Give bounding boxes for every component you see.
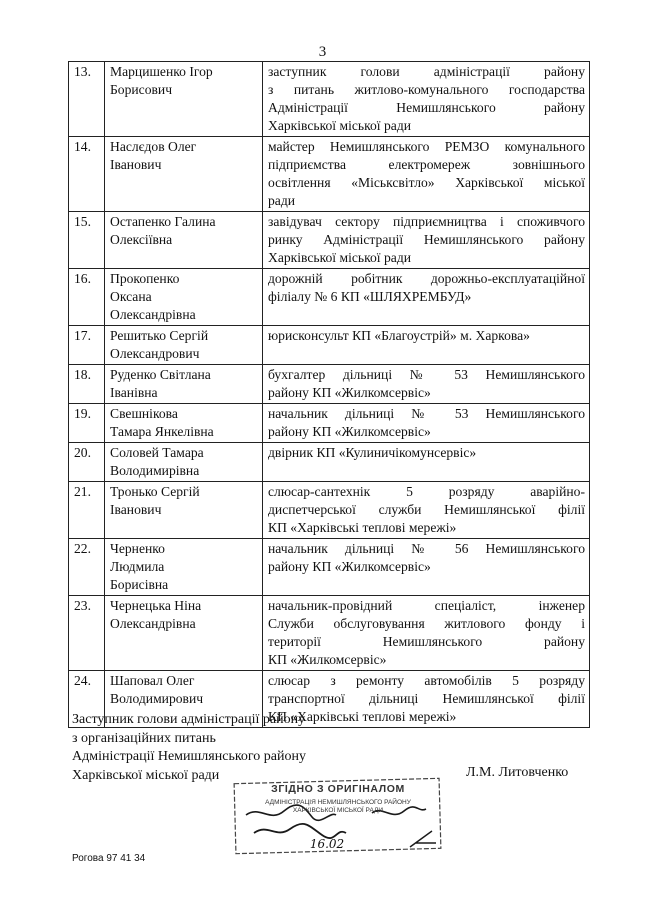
position-line: слюсар з ремонту автомобілів 5 розряду bbox=[268, 673, 585, 688]
signature-line: з організаційних питань bbox=[72, 730, 216, 746]
position-line: КП «Харківські теплові мережі» bbox=[268, 709, 457, 724]
person-name-line: Тронько Сергій bbox=[110, 484, 200, 499]
person-position bbox=[263, 62, 590, 137]
person-name-line: Борисівна bbox=[110, 577, 169, 592]
person-name-line: Прокопенко bbox=[110, 271, 180, 286]
person-name-line: Наслєдов Олег bbox=[110, 139, 197, 154]
person-name-line: Тамара Янкелівна bbox=[110, 424, 214, 439]
person-name bbox=[105, 212, 263, 269]
person-name bbox=[105, 365, 263, 404]
table-row bbox=[69, 365, 590, 404]
person-name-line: Шаповал Олег bbox=[110, 673, 195, 688]
position-line: підприємства електромереж зовнішнього bbox=[268, 157, 585, 172]
row-number: 17. bbox=[69, 326, 105, 365]
signature-block bbox=[72, 711, 306, 785]
person-name bbox=[105, 539, 263, 596]
members-table-body bbox=[69, 62, 590, 728]
table-row bbox=[69, 482, 590, 539]
page-number: 3 bbox=[318, 44, 327, 60]
position-line: Харківської міської ради bbox=[268, 118, 412, 133]
person-name bbox=[105, 443, 263, 482]
person-name-line: Свешнікова bbox=[110, 406, 178, 421]
row-number: 19. bbox=[69, 404, 105, 443]
person-name-line: Володимирович bbox=[110, 691, 204, 706]
position-line: ради bbox=[268, 193, 296, 208]
person-position bbox=[263, 269, 590, 326]
table-row bbox=[69, 269, 590, 326]
person-name-line: Людмила bbox=[110, 559, 165, 574]
position-line: двірник КП «Кулиничікомунсервіс» bbox=[268, 445, 477, 460]
stamp-org-line1: АДМІНІСТРАЦІЯ НЕМИШЛЯНСЬКОГО РАЙОНУ bbox=[265, 799, 411, 806]
person-name-line: Остапенко Галина bbox=[110, 214, 216, 229]
person-name-line: Олексіївна bbox=[110, 232, 173, 247]
person-position bbox=[263, 482, 590, 539]
person-name bbox=[105, 596, 263, 671]
position-line: начальник-провідний спеціаліст, інженер bbox=[268, 598, 585, 613]
table-row bbox=[69, 137, 590, 212]
person-position bbox=[263, 212, 590, 269]
row-number: 23. bbox=[69, 596, 105, 671]
position-line: району КП «Жилкомсервіс» bbox=[268, 559, 431, 574]
person-position bbox=[263, 443, 590, 482]
signature-line: Харківської міської ради bbox=[72, 767, 220, 783]
position-line: майстер Немишлянського РЕМЗО комунального bbox=[268, 139, 585, 154]
stamp-date: 16.02 bbox=[309, 837, 345, 851]
position-line: з питань житлово-комунального господарства bbox=[268, 82, 585, 97]
person-name-line: Іванович bbox=[110, 502, 162, 517]
row-number: 20. bbox=[69, 443, 105, 482]
table-row bbox=[69, 326, 590, 365]
person-position bbox=[263, 365, 590, 404]
footer-note: Рогова 97 41 34 bbox=[72, 853, 146, 864]
person-name-line: Марцишенко Ігор bbox=[110, 64, 213, 79]
position-line: завідувач сектору підприємництва і споживчого bbox=[268, 214, 585, 229]
certification-stamp bbox=[232, 777, 444, 855]
row-number: 21. bbox=[69, 482, 105, 539]
person-name-line: Борисович bbox=[110, 82, 173, 97]
person-name bbox=[105, 326, 263, 365]
position-line: дорожній робітник дорожньо-експлуатаційної bbox=[268, 271, 585, 286]
position-line: слюсар-сантехнік 5 розряду аварійно- bbox=[268, 484, 585, 499]
position-line: заступник голови адміністрації району bbox=[268, 64, 585, 79]
position-line: юрисконсульт КП «Благоустрій» м. Харкова» bbox=[268, 328, 530, 343]
person-name-line: Руденко Світлана bbox=[110, 367, 211, 382]
members-table bbox=[68, 61, 590, 728]
signature-line: Адміністрації Немишлянського району bbox=[72, 749, 307, 764]
person-position bbox=[263, 326, 590, 365]
table-row bbox=[69, 596, 590, 671]
stamp-title: ЗГІДНО З ОРИГІНАЛОМ bbox=[271, 783, 405, 795]
person-name-line: Черненко bbox=[110, 541, 165, 556]
table-row bbox=[69, 539, 590, 596]
person-name-line: Решитько Сергій bbox=[110, 328, 209, 343]
position-line: начальник дільниці № 56 Немишлянського bbox=[268, 541, 585, 556]
position-line: освітлення «Міськсвітло» Харківської міської bbox=[268, 175, 585, 190]
person-position bbox=[263, 539, 590, 596]
position-line: території Немишлянського району bbox=[268, 634, 585, 649]
position-line: КП «Харківські теплові мережі» bbox=[268, 520, 457, 535]
position-line: Харківської міської ради bbox=[268, 250, 412, 265]
person-name bbox=[105, 404, 263, 443]
table-row bbox=[69, 443, 590, 482]
position-line: бухгалтер дільниці № 53 Немишлянського bbox=[268, 367, 585, 382]
signature-line: Заступник голови адміністрації району bbox=[72, 712, 306, 727]
row-number: 24. bbox=[69, 671, 105, 728]
row-number: 18. bbox=[69, 365, 105, 404]
person-name-line: Олександрівна bbox=[110, 616, 196, 631]
stamp-org-line2: ХАРКІВСЬКОЇ МІСЬКОЇ РАДИ bbox=[292, 807, 384, 814]
row-number: 16. bbox=[69, 269, 105, 326]
position-line: району КП «Жилкомсервіс» bbox=[268, 385, 431, 400]
person-position bbox=[263, 596, 590, 671]
person-name-line: Оксана bbox=[110, 289, 152, 304]
signer-name: Л.М. Литовченко bbox=[466, 765, 569, 780]
person-position bbox=[263, 671, 590, 728]
person-name bbox=[105, 482, 263, 539]
person-name-line: Володимирівна bbox=[110, 463, 200, 478]
position-line: начальник дільниці № 53 Немишлянського bbox=[268, 406, 585, 421]
position-line: району КП «Жилкомсервіс» bbox=[268, 424, 431, 439]
row-number: 22. bbox=[69, 539, 105, 596]
person-name bbox=[105, 269, 263, 326]
person-name-line: Чернецька Ніна bbox=[110, 598, 202, 613]
position-line: Адміністрації Немишлянського району bbox=[268, 100, 585, 115]
person-position bbox=[263, 404, 590, 443]
position-line: філіалу № 6 КП «ШЛЯХРЕМБУД» bbox=[268, 289, 472, 304]
table-row bbox=[69, 62, 590, 137]
person-name-line: Олександрівна bbox=[110, 307, 196, 322]
person-position bbox=[263, 137, 590, 212]
person-name-line: Олександрович bbox=[110, 346, 200, 361]
person-name bbox=[105, 137, 263, 212]
position-line: транспортної дільниці Немишлянської філії bbox=[268, 691, 585, 706]
position-line: диспетчерської служби Немишлянської філії bbox=[268, 502, 585, 517]
person-name-line: Соловей Тамара bbox=[110, 445, 204, 460]
row-number: 15. bbox=[69, 212, 105, 269]
person-name-line: Іванівна bbox=[110, 385, 158, 400]
table-row bbox=[69, 404, 590, 443]
person-name bbox=[105, 62, 263, 137]
person-name-line: Іванович bbox=[110, 157, 162, 172]
table-row bbox=[69, 212, 590, 269]
position-line: ринку Адміністрації Немишлянського району bbox=[268, 232, 585, 247]
row-number: 14. bbox=[69, 137, 105, 212]
row-number: 13. bbox=[69, 62, 105, 137]
position-line: КП «Жилкомсервіс» bbox=[268, 652, 387, 667]
position-line: Служби обслуговування житлового фонду і bbox=[268, 616, 585, 631]
